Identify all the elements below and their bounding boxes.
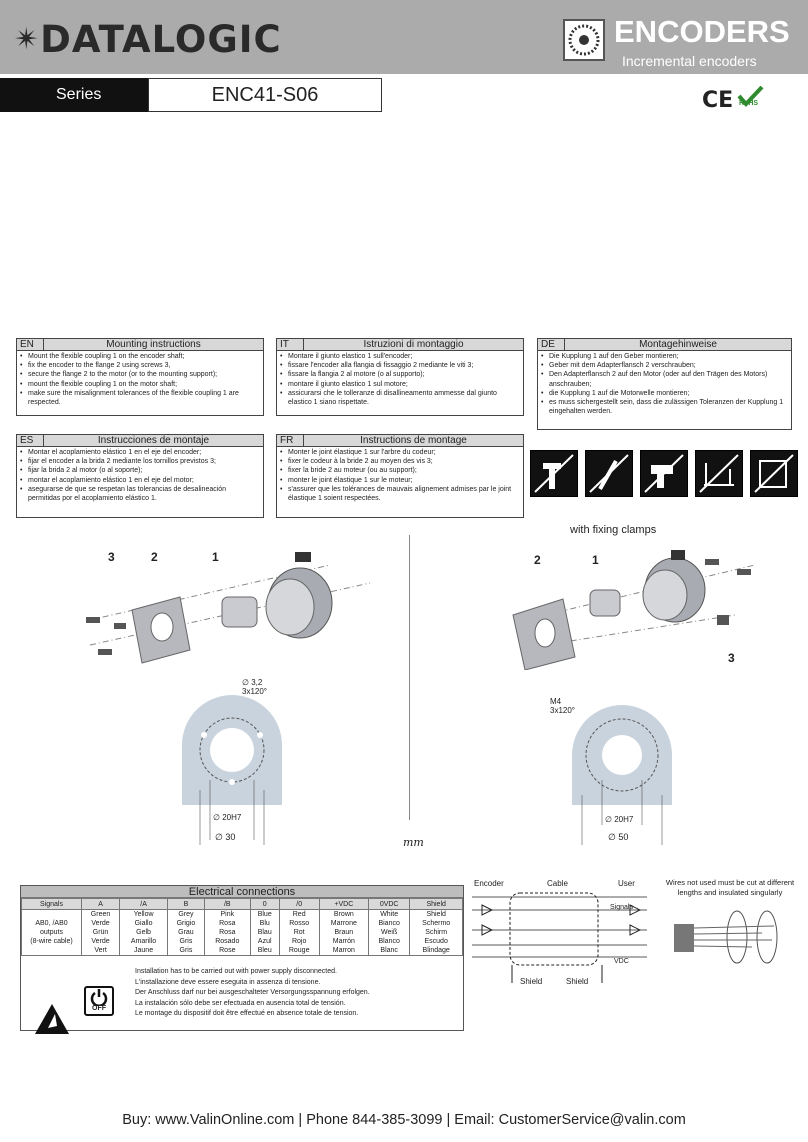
- shield-label: Shield: [566, 977, 589, 986]
- left-hole-spec: [242, 678, 267, 696]
- vdc-label: VDC: [614, 958, 629, 965]
- lang-code: IT: [280, 339, 289, 350]
- user-label: User: [618, 879, 635, 888]
- wire-color-cell: Shield Schermo Schirm Escudo Blindage: [410, 910, 463, 956]
- wire-color-cell: Pink Rosa Rosa Rosado Rose: [204, 910, 250, 956]
- wire-color-cell: Red Rosso Rot Rojo Rouge: [279, 910, 319, 956]
- note-line: L'installazione deve essere eseguita in assenza di tensione.: [135, 978, 321, 986]
- instructions-es: [16, 434, 264, 518]
- instruction-item: • mount the flexible coupling 1 on the motor shaft;: [20, 380, 260, 389]
- col-header: /0: [279, 899, 319, 910]
- lang-code: DE: [541, 339, 555, 350]
- cable-label: Cable: [547, 879, 568, 888]
- no-screwdriver-icon: [585, 450, 633, 497]
- off-label: OFF: [92, 1005, 106, 1012]
- thread-pattern: 3x120°: [550, 706, 575, 715]
- right-thread-spec: [550, 697, 575, 715]
- thread-size: M4: [550, 697, 562, 706]
- wire-color-cell: Blue Blu Blau Azul Bleu: [250, 910, 279, 956]
- instruction-item: • fijar la brida 2 al motor (o al soporte);: [20, 466, 260, 475]
- instruction-item: • Montare il giunto elastico 1 sull'encoder;: [280, 352, 520, 361]
- col-header: /B: [204, 899, 250, 910]
- col-header: Shield: [410, 899, 463, 910]
- insulated-wires-drawing: [672, 902, 784, 972]
- instructions-title: Istruzioni di montaggio: [303, 339, 523, 351]
- shield-label: Shield: [520, 977, 543, 986]
- instruction-item: • s'assurer que les tolérances de mauvais alignement admises par le joint élastique 1 soient respectées.: [280, 485, 520, 503]
- col-header: 0: [250, 899, 279, 910]
- note-line: Installation has to be carried out with power supply disconnected.: [135, 968, 337, 975]
- wire-color-cell: Green Verde Grün Verde Vert: [82, 910, 120, 956]
- hole-pattern: 3x120°: [242, 687, 267, 696]
- col-header: B: [168, 899, 205, 910]
- instruction-item: • Geber mit dem Adapterflansch 2 verschrauben;: [541, 361, 788, 370]
- part-label: 3: [108, 550, 115, 564]
- encoder-icon: [563, 19, 605, 61]
- left-diameter: ∅ 30: [215, 832, 236, 842]
- row-label-line: AB0, /AB0: [35, 920, 68, 927]
- model-name: ENC41-S06: [148, 78, 382, 112]
- row-label-line: (8-wire cable): [30, 938, 73, 945]
- part-label: 3: [728, 651, 735, 665]
- category-title: ENCODERS: [614, 14, 790, 49]
- power-off-icon: [84, 986, 114, 1016]
- left-exploded-view: [70, 545, 410, 675]
- wire-color-cell: Yellow Giallo Gelb Amarillo Jaune: [120, 910, 168, 956]
- col-header: /A: [120, 899, 168, 910]
- electrical-title: Electrical connections: [21, 886, 463, 898]
- instruction-item: • Montar el acoplamiento elástico 1 en el eje del encoder;: [20, 448, 260, 457]
- instruction-item: • asegurarse de que se respetan las tolerancias de desalineación permitidas por el acoplamiento elástico 1.: [20, 485, 260, 503]
- clamps-label: with fixing clamps: [570, 524, 657, 536]
- category-subtitle: Incremental encoders: [622, 53, 757, 69]
- instruction-item: • make sure the misalignment tolerances of the flexible coupling 1 are respected.: [20, 389, 260, 407]
- col-header: Signals: [22, 899, 82, 910]
- instruction-item: • fix the encoder to the flange 2 using screws 3,: [20, 361, 260, 370]
- instruction-item: • fixer le codeur à la bride 2 au moyen des vis 3;: [280, 457, 520, 466]
- lang-code: EN: [20, 339, 34, 350]
- rohs-text: RoHS: [739, 100, 759, 107]
- instruction-item: • montar el acoplamiento elástico 1 en el eje del motor;: [20, 476, 260, 485]
- lang-code: FR: [280, 435, 294, 446]
- installation-notes: [135, 967, 370, 1020]
- wiring-diagram: [472, 885, 650, 995]
- instructions-it: [276, 338, 524, 416]
- instruction-item: • Monter le joint élastique 1 sur l'arbre du codeur;: [280, 448, 520, 457]
- right-diameter: ∅ 50: [608, 832, 629, 842]
- series-label: Series: [0, 78, 148, 112]
- instruction-item: • Den Adapterflansch 2 auf den Motor (oder auf den Trägen des Motors) anschrauben;: [541, 370, 788, 388]
- footer-contact: Buy: www.ValinOnline.com | Phone 844-385-3099 | Email: CustomerService@valin.com: [122, 1112, 686, 1128]
- instructions-title: Mounting instructions: [43, 339, 263, 351]
- part-label: 2: [151, 550, 158, 564]
- rohs-mark: [735, 86, 765, 110]
- instruction-item: • montare il giunto elastico 1 sul motore;: [280, 380, 520, 389]
- instruction-item: • assicurarsi che le tolleranze di disallineamento ammesse dal giunto elastico 1 siano rispettate.: [280, 389, 520, 407]
- instruction-item: • Mount the flexible coupling 1 on the encoder shaft;: [20, 352, 260, 361]
- instruction-item: • secure the flange 2 to the motor (or to the mounting support);: [20, 370, 260, 379]
- units-label: mm: [403, 836, 424, 849]
- no-welding-icon: [695, 450, 743, 497]
- ce-mark: CE: [702, 88, 734, 113]
- encoder-label: Encoder: [474, 879, 504, 888]
- wire-color-cell: White Bianco Weiß Blanco Blanc: [368, 910, 409, 956]
- no-hammer-icon: [530, 450, 578, 497]
- part-label: 2: [534, 553, 541, 567]
- brand-logo: ✴DATALOGIC: [14, 18, 282, 61]
- instructions-fr: [276, 434, 524, 518]
- note-line: Le montage du dispositif doit être effectué en absence totale de tension.: [135, 1010, 359, 1017]
- instruction-item: • fijar el encoder a la brida 2 mediante los tornillos previstos 3;: [20, 457, 260, 466]
- right-flange-drawing: [568, 700, 678, 850]
- instruction-item: • fixer la bride 2 au moteur (ou au support);: [280, 466, 520, 475]
- signals-label: Signals: [610, 904, 633, 911]
- right-bore: ∅ 20H7: [605, 815, 634, 824]
- instructions-title: Montagehinweise: [564, 339, 791, 351]
- col-header: A: [82, 899, 120, 910]
- instruction-item: • fissare la flangia 2 al motore (o al supporto);: [280, 370, 520, 379]
- instructions-en: [16, 338, 264, 416]
- left-flange-drawing: [178, 685, 288, 850]
- instruction-item: • es muss sichergestellt sein, dass die zulässigen Toleranzen der Kupplung 1 eingehalten werden.: [541, 398, 788, 416]
- instructions-title: Instructions de montage: [303, 435, 523, 447]
- instruction-item: • fissare l'encoder alla flangia di fissaggio 2 mediante le viti 3;: [280, 361, 520, 370]
- hole-diameter: ∅ 3,2: [242, 678, 263, 687]
- instructions-de: [537, 338, 792, 430]
- instruction-item: • Die Kupplung 1 auf den Geber montieren;: [541, 352, 788, 361]
- col-header: 0VDC: [368, 899, 409, 910]
- note-line: Der Anschluss darf nur bei ausgeschalteter Versorgungsspannung erfolgen.: [135, 989, 370, 996]
- lang-code: ES: [20, 435, 34, 446]
- row-label: [22, 910, 82, 956]
- wires-note: Wires not used must be cut at different lengths and insulated singularly: [665, 878, 795, 897]
- right-exploded-view: [505, 545, 785, 670]
- row-label-line: outputs: [40, 929, 63, 936]
- col-header: +VDC: [319, 899, 368, 910]
- wire-color-cell: Brown Marrone Braun Marrón Marron: [319, 910, 368, 956]
- left-bore: ∅ 20H7: [213, 813, 242, 822]
- part-label: 1: [212, 550, 219, 564]
- instruction-item: • die Kupplung 1 auf die Motorwelle montieren;: [541, 389, 788, 398]
- part-label: 1: [592, 553, 599, 567]
- esd-warning-icon: [33, 1002, 71, 1036]
- note-line: La instalación sólo debe ser efectuada en ausencia total de tensión.: [135, 999, 346, 1007]
- no-drill-icon: [640, 450, 688, 497]
- instruction-item: • monter le joint élastique 1 sur le moteur;: [280, 476, 520, 485]
- instructions-title: Instrucciones de montaje: [43, 435, 263, 447]
- no-shock-icon: [750, 450, 798, 497]
- wire-color-cell: Grey Grigio Grau Gris Gris: [168, 910, 205, 956]
